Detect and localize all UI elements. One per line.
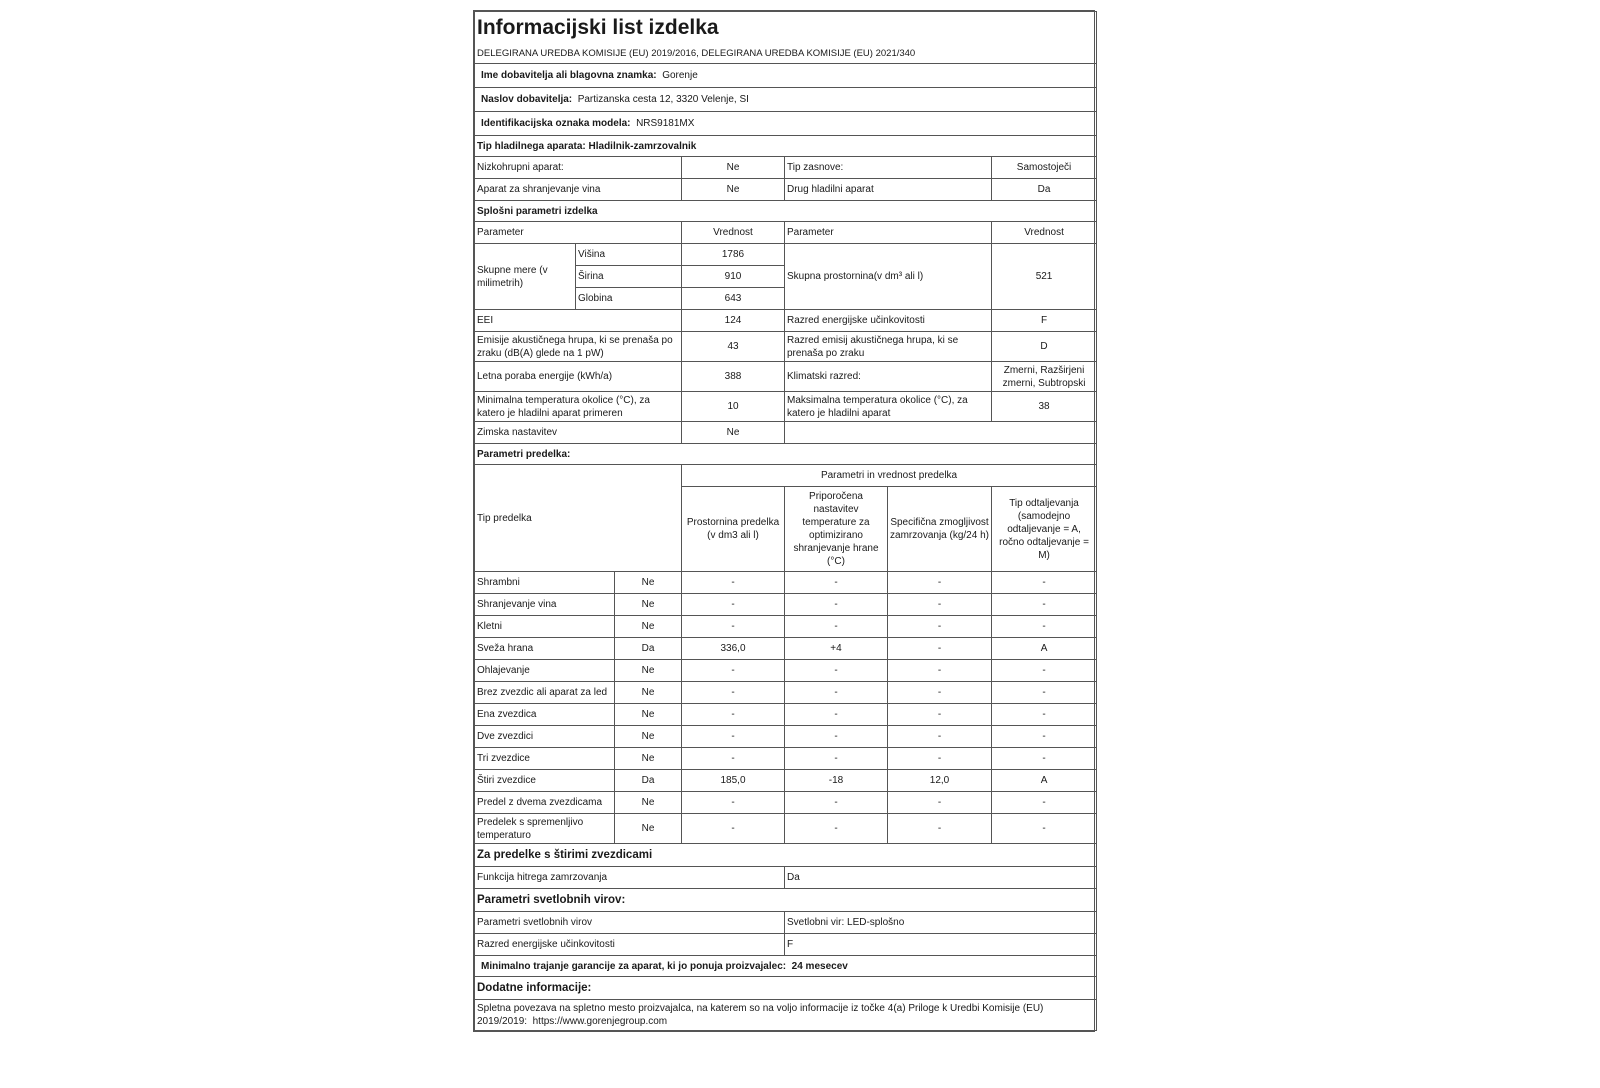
compartment-temp: - (785, 572, 888, 594)
compartment-temp: - (785, 704, 888, 726)
column-header: Priporočena nastavitev temperature za optimizirano shranjevanje hrane (°C) (785, 487, 888, 572)
dimension-value: 643 (682, 288, 785, 310)
column-header: Tip odtaljevanja (samodejno odtaljevanje = A, ročno odtaljevanje = M) (992, 487, 1097, 572)
section-title-additional: Dodatne informacije: (475, 977, 1097, 1000)
compartment-present: Ne (615, 594, 682, 616)
compartment-capacity: - (888, 594, 992, 616)
compartment-name: Kletni (475, 616, 615, 638)
type-value: Ne (682, 157, 785, 179)
model-label: Identifikacijska oznaka modela: (481, 118, 631, 129)
section-title-lighting: Parametri svetlobnih virov: (475, 889, 1097, 912)
general-row (475, 392, 1097, 422)
table-row (475, 770, 1097, 792)
four-star-row (475, 867, 1097, 889)
compartment-defrost: A (992, 638, 1097, 660)
model-row (475, 112, 1097, 136)
param-label: Emisije akustičnega hrupa, ki se prenaša po zraku (dB(A) glede na 1 pW) (475, 332, 682, 362)
section-title-general: Splošni parametri izdelka (475, 201, 1097, 222)
compartment-present: Ne (615, 792, 682, 814)
compartment-capacity: - (888, 660, 992, 682)
type-row (475, 157, 1097, 179)
compartment-volume: 336,0 (682, 638, 785, 660)
general-row (475, 422, 1097, 444)
compartment-present: Ne (615, 726, 682, 748)
type-value: Da (992, 179, 1097, 201)
param-value: 124 (682, 310, 785, 332)
section-title-compartments: Parametri predelka: (475, 444, 1097, 465)
compartment-defrost: - (992, 726, 1097, 748)
param-value: 43 (682, 332, 785, 362)
compartment-present: Ne (615, 682, 682, 704)
product-information-sheet (473, 10, 1095, 1032)
type-label: Drug hladilni aparat (785, 179, 992, 201)
compartment-capacity: - (888, 704, 992, 726)
table-row (475, 594, 1097, 616)
address-row (475, 88, 1097, 112)
compartment-temp: - (785, 660, 888, 682)
param-label: Razred emisij akustičnega hrupa, ki se prenaša po zraku (785, 332, 992, 362)
compartment-present: Da (615, 770, 682, 792)
compartment-capacity: - (888, 638, 992, 660)
column-header: Specifična zmogljivost zamrzovanja (kg/24 h) (888, 487, 992, 572)
param-value: Zmerni, Razširjeni zmerni, Subtropski (992, 362, 1097, 392)
compartment-temp: - (785, 748, 888, 770)
compartment-defrost: - (992, 572, 1097, 594)
compartment-volume: - (682, 792, 785, 814)
empty-cell (785, 422, 1097, 444)
volume-label: Skupna prostornina(v dm³ ali l) (785, 244, 992, 310)
dimension-label: Globina (576, 288, 682, 310)
table-row (475, 638, 1097, 660)
compartment-name: Sveža hrana (475, 638, 615, 660)
model-value: NRS9181MX (636, 118, 695, 129)
compartment-capacity: - (888, 726, 992, 748)
dimension-value: 1786 (682, 244, 785, 266)
compartment-type-header: Tip predelka (475, 465, 682, 572)
appliance-type: Tip hladilnega aparata: Hladilnik-zamrzovalnik (475, 136, 1097, 157)
column-header: Vrednost (992, 222, 1097, 244)
compartment-volume: - (682, 748, 785, 770)
table-row (475, 616, 1097, 638)
warranty-row (475, 956, 1097, 977)
additional-text: Spletna povezava na spletno mesto proizvajalca, na katerem so na voljo informacije iz točke 4(a) Priloge k Uredbi Komisije (EU) 2019/2019: (477, 1003, 1044, 1027)
type-label: Aparat za shranjevanje vina (475, 179, 682, 201)
column-header: Prostornina predelka (v dm3 ali l) (682, 487, 785, 572)
compartment-defrost: A (992, 770, 1097, 792)
compartment-capacity: - (888, 814, 992, 844)
regulation-reference: DELEGIRANA UREDBA KOMISIJE (EU) 2019/2016, DELEGIRANA UREDBA KOMISIJE (EU) 2021/340 (475, 43, 1097, 64)
compartment-defrost: - (992, 594, 1097, 616)
compartment-present: Ne (615, 748, 682, 770)
compartment-capacity: - (888, 792, 992, 814)
compartment-defrost: - (992, 704, 1097, 726)
page-title: Informacijski list izdelka (475, 12, 1097, 44)
compartment-temp: - (785, 792, 888, 814)
table-row (475, 572, 1097, 594)
dimension-label: Višina (576, 244, 682, 266)
compartment-group-header: Parametri in vrednost predelka (682, 465, 1097, 487)
compartment-temp: -18 (785, 770, 888, 792)
warranty-value: 24 mesecev (791, 960, 848, 972)
type-value: Samostoječi (992, 157, 1097, 179)
dimension-label: Širina (576, 266, 682, 288)
compartment-present: Ne (615, 660, 682, 682)
compartment-temp: - (785, 616, 888, 638)
param-label: Klimatski razred: (785, 362, 992, 392)
compartment-defrost: - (992, 660, 1097, 682)
compartment-present: Ne (615, 814, 682, 844)
lighting-row (475, 934, 1097, 956)
manufacturer-link[interactable]: https://www.gorenjegroup.com (532, 1016, 668, 1027)
column-header: Parameter (785, 222, 992, 244)
compartment-name: Predelek s spremenljivo temperaturo (475, 814, 615, 844)
type-value: Ne (682, 179, 785, 201)
param-value: D (992, 332, 1097, 362)
supplier-value: Gorenje (662, 70, 698, 81)
compartment-present: Ne (615, 572, 682, 594)
compartment-volume: - (682, 682, 785, 704)
lighting-label: Razred energijske učinkovitosti (475, 934, 785, 956)
param-value: F (992, 310, 1097, 332)
general-row (475, 310, 1097, 332)
column-header: Parameter (475, 222, 682, 244)
type-row (475, 179, 1097, 201)
fast-freeze-label: Funkcija hitrega zamrzovanja (475, 867, 785, 889)
compartment-capacity: 12,0 (888, 770, 992, 792)
compartment-name: Ohlajevanje (475, 660, 615, 682)
param-label: Minimalna temperatura okolice (°C), za katero je hladilni aparat primeren (475, 392, 682, 422)
param-label: Zimska nastavitev (475, 422, 682, 444)
supplier-row (475, 64, 1097, 88)
compartment-volume: - (682, 814, 785, 844)
compartment-temp: - (785, 814, 888, 844)
table-row (475, 704, 1097, 726)
compartment-defrost: - (992, 616, 1097, 638)
compartment-capacity: - (888, 616, 992, 638)
compartment-temp: - (785, 594, 888, 616)
compartment-name: Dve zvezdici (475, 726, 615, 748)
address-label: Naslov dobavitelja: (481, 94, 573, 105)
compartment-volume: - (682, 704, 785, 726)
compartment-present: Da (615, 638, 682, 660)
compartment-capacity: - (888, 682, 992, 704)
dimension-value: 910 (682, 266, 785, 288)
compartment-volume: - (682, 594, 785, 616)
supplier-label: Ime dobavitelja ali blagovna znamka: (481, 70, 657, 81)
lighting-value: F (785, 934, 1097, 956)
address-value: Partizanska cesta 12, 3320 Velenje, SI (577, 94, 749, 105)
table-row (475, 660, 1097, 682)
compartment-volume: - (682, 726, 785, 748)
param-label: Letna poraba energije (kWh/a) (475, 362, 682, 392)
compartment-present: Ne (615, 704, 682, 726)
compartment-name: Štiri zvezdice (475, 770, 615, 792)
compartment-temp: - (785, 726, 888, 748)
param-value: 10 (682, 392, 785, 422)
compartment-name: Brez zvezdic ali aparat za led (475, 682, 615, 704)
compartment-defrost: - (992, 748, 1097, 770)
param-value: Ne (682, 422, 785, 444)
compartment-temp: - (785, 682, 888, 704)
general-header-row (475, 222, 1097, 244)
compartment-capacity: - (888, 748, 992, 770)
compartment-defrost: - (992, 814, 1097, 844)
table-row (475, 814, 1097, 844)
section-title-four-star: Za predelke s štirimi zvezdicami (475, 844, 1097, 867)
param-value: 388 (682, 362, 785, 392)
compartment-present: Ne (615, 616, 682, 638)
sheet-table (474, 11, 1097, 1031)
compartment-temp: +4 (785, 638, 888, 660)
lighting-row (475, 912, 1097, 934)
volume-value: 521 (992, 244, 1097, 310)
column-header: Vrednost (682, 222, 785, 244)
table-row (475, 792, 1097, 814)
compartment-volume: - (682, 616, 785, 638)
compartment-name: Predel z dvema zvezdicama (475, 792, 615, 814)
compartment-name: Shrambni (475, 572, 615, 594)
compartment-capacity: - (888, 572, 992, 594)
warranty-label: Minimalno trajanje garancije za aparat, ki jo ponuja proizvajalec: (481, 960, 787, 972)
fast-freeze-value: Da (785, 867, 1097, 889)
compartment-name: Shranjevanje vina (475, 594, 615, 616)
compartment-name: Ena zvezdica (475, 704, 615, 726)
compartment-defrost: - (992, 792, 1097, 814)
param-label: Maksimalna temperatura okolice (°C), za katero je hladilni aparat (785, 392, 992, 422)
table-row (475, 726, 1097, 748)
table-row (475, 682, 1097, 704)
general-row (475, 332, 1097, 362)
lighting-value: Svetlobni vir: LED-splošno (785, 912, 1097, 934)
compartment-defrost: - (992, 682, 1097, 704)
param-label: EEI (475, 310, 682, 332)
param-value: 38 (992, 392, 1097, 422)
compartment-volume: - (682, 572, 785, 594)
compartment-volume: 185,0 (682, 770, 785, 792)
compartment-volume: - (682, 660, 785, 682)
param-label: Razred energijske učinkovitosti (785, 310, 992, 332)
additional-info (475, 1000, 1097, 1031)
compartment-name: Tri zvezdice (475, 748, 615, 770)
table-row (475, 748, 1097, 770)
type-label: Tip zasnove: (785, 157, 992, 179)
general-row (475, 362, 1097, 392)
lighting-label: Parametri svetlobnih virov (475, 912, 785, 934)
type-label: Nizkohrupni aparat: (475, 157, 682, 179)
dimensions-label: Skupne mere (v milimetrih) (475, 244, 576, 310)
